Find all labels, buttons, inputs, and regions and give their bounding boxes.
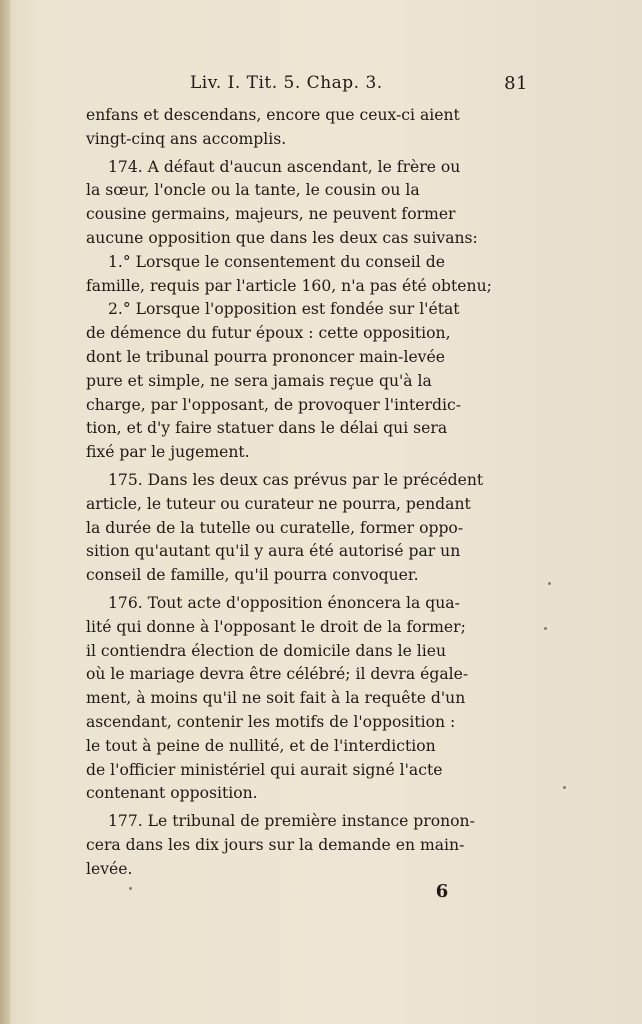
text-line: article, le tuteur ou curateur ne pourra, pendant — [86, 494, 471, 513]
text-line: vingt-cinq ans accomplis. — [86, 129, 287, 148]
text-line: aucune opposition que dans les deux cas suivans: — [86, 228, 478, 247]
text-line: cera dans les dix jours sur la demande en main- — [86, 835, 465, 854]
ink-speck — [548, 582, 551, 585]
text-line: contenant opposition. — [86, 784, 258, 803]
signature-mark: 6 — [435, 881, 449, 902]
text-line: ascendant, contenir les motifs de l'opposition : — [86, 712, 456, 731]
ink-speck — [563, 786, 566, 789]
ink-speck — [129, 887, 132, 890]
text-line: le tout à peine de nullité, et de l'interdiction — [86, 736, 436, 755]
text-line: sition qu'autant qu'il y aura été autorisé par un — [86, 542, 461, 561]
text-line: où le mariage devra être célébré; il devra égale- — [86, 665, 469, 684]
text-line: 176. Tout acte d'opposition énoncera la qua- — [108, 593, 460, 612]
text-line: de démence du futur époux : cette opposition, — [86, 324, 451, 343]
text-line: 177. Le tribunal de première instance pronon- — [108, 812, 475, 831]
running-head: Liv. I. Tit. 5. Chap. 3. — [190, 73, 383, 93]
text-line: enfans et descendans, encore que ceux-ci aient — [86, 106, 460, 124]
text-line: 2.° Lorsque l'opposition est fondée sur l'état — [108, 300, 460, 319]
body-text — [86, 104, 530, 882]
text-line: ment, à moins qu'il ne soit fait à la requête d'un — [86, 689, 466, 708]
text-line: pure et simple, ne sera jamais reçue qu'à la — [86, 371, 432, 390]
text-line: fixé par le jugement. — [86, 443, 250, 462]
ink-speck — [544, 627, 547, 630]
text-line: conseil de famille, qu'il pourra convoquer. — [86, 566, 419, 585]
text-line: 174. A défaut d'aucun ascendant, le frère ou — [108, 157, 461, 176]
page-number: 81 — [504, 73, 528, 94]
text-line: dont le tribunal pourra prononcer main-levée — [86, 347, 445, 366]
text-line: il contiendra élection de domicile dans le lieu — [86, 641, 447, 660]
binding-gutter — [0, 0, 10, 1024]
text-line: la durée de la tutelle ou curatelle, former oppo- — [86, 518, 464, 537]
text-line: 175. Dans les deux cas prévus par le précédent — [108, 470, 484, 489]
text-line: la sœur, l'oncle ou la tante, le cousin ou la — [86, 181, 420, 200]
page-header — [190, 73, 530, 99]
text-line: 1.° Lorsque le consentement du conseil de — [108, 252, 445, 271]
text-line: de l'officier ministériel qui aurait signé l'acte — [86, 760, 443, 779]
text-line: levée. — [86, 859, 133, 878]
text-line: famille, requis par l'article 160, n'a pas été obtenu; — [86, 276, 492, 295]
text-line: lité qui donne à l'opposant le droit de la former; — [86, 617, 466, 636]
text-line: charge, par l'opposant, de provoquer l'interdic- — [86, 395, 461, 414]
text-line: tion, et d'y faire statuer dans le délai qui sera — [86, 419, 448, 438]
text-line: cousine germains, majeurs, ne peuvent former — [86, 205, 456, 224]
